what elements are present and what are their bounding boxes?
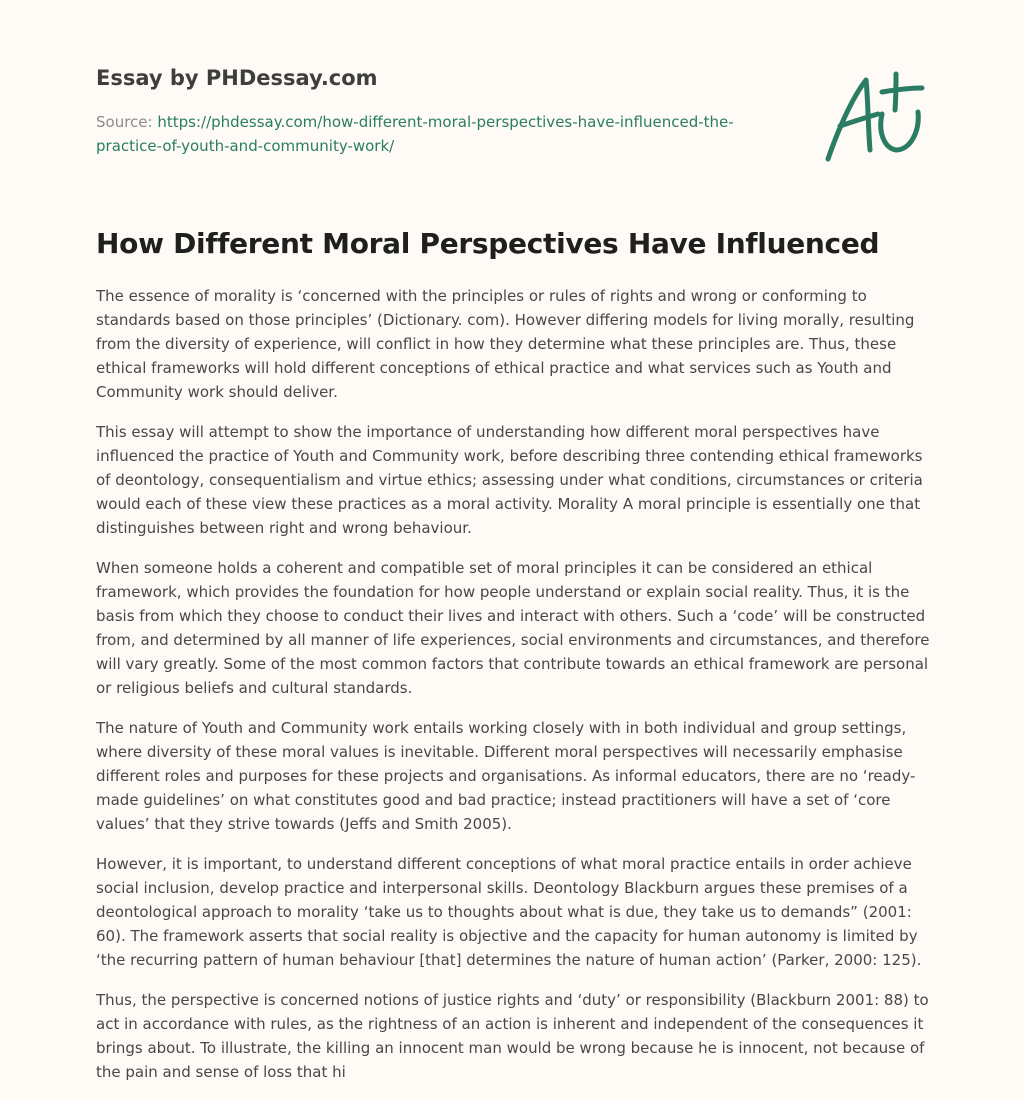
source-url-line2: practice-of-youth-and-community-work/ (96, 137, 395, 155)
page-header (96, 62, 776, 158)
essay-title: How Different Moral Perspectives Have Influenced (96, 227, 880, 260)
essay-body (96, 284, 932, 1100)
essay-paragraph: Thus, the perspective is concerned notions of justice rights and ‘duty’ or responsibility (Blackburn 2001: 88) to act in accordance with rules, as the rightness of an action is inherent and independent of the consequences it brings about. To illustrate, the killing an innocent man would be wrong because he is innocent, not because of the pain and sense of loss that hi (96, 991, 929, 1081)
a-plus-grade-icon (822, 68, 930, 168)
source-line (96, 110, 776, 158)
essay-paragraph: When someone holds a coherent and compatible set of moral principles it can be considered an ethical framework, which provides the foundation for how people understand or explain social reality. Thus, it is the basis from which they choose to conduct their lives and interact with others. Such a ‘code’ will be constructed from, and determined by all manner of life experiences, social environments and circumstances, and therefore will vary greatly. Some of the most common factors that contribute towards an ethical framework are personal or religious beliefs and cultural standards. (96, 559, 930, 697)
site-title: Essay by PHDessay.com (96, 66, 378, 90)
essay-paragraph: The nature of Youth and Community work entails working closely with in both individual and group settings, where diversity of these moral values is inevitable. Different moral perspectives will necessarily emphasise different roles and purposes for these projects and organisations. As informal educators, there are no ‘ready-made guidelines’ on what constitutes good and bad practice; instead practitioners will have a set of ‘core values’ that they strive towards (Jeffs and Smith 2005). (96, 719, 916, 833)
essay-paragraph: The essence of morality is ‘concerned with the principles or rules of rights and wrong or conforming to standards based on those principles’ (Dictionary. com). However differing models for living morally, resulting from the diversity of experience, will conflict in how they determine what these principles are. Thus, these ethical frameworks will hold different conceptions of ethical practice and what services such as Youth and Community work should deliver. (96, 287, 915, 401)
source-url-line1: https://phdessay.com/how-different-moral-perspectives-have-influenced-the- (157, 113, 734, 131)
essay-paragraph: This essay will attempt to show the importance of understanding how different moral perspectives have influenced the practice of Youth and Community work, before describing three contending ethical frameworks of deontology, consequentialism and virtue ethics; assessing under what conditions, circumstances or criteria would each of these view these practices as a moral activity. Morality A moral principle is essentially one that distinguishes between right and wrong behaviour. (96, 423, 923, 537)
essay-paragraph: However, it is important, to understand different conceptions of what moral practice entails in order achieve social inclusion, develop practice and interpersonal skills. Deontology Blackburn argues these premises of a deontological approach to morality ‘take us to thoughts about what is due, they take us to demands” (2001: 60). The framework asserts that social reality is objective and the capacity for human autonomy is limited by ‘the recurring pattern of human behaviour [that] determines the nature of human action’ (Parker, 2000: 125). (96, 855, 922, 969)
source-label: Source: (96, 113, 153, 131)
source-link[interactable] (96, 113, 734, 155)
